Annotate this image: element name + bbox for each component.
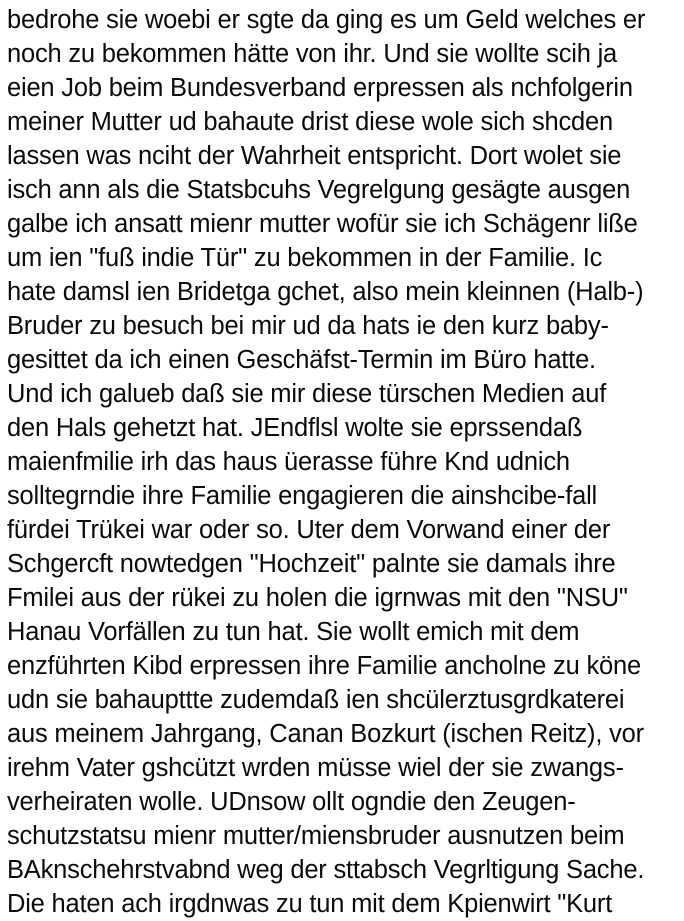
text-line: den Hals gehetzt hat. JEndflsl wolte sie eprssendaß xyxy=(7,414,583,442)
text-line: maienfmilie irh das haus üerasse führe Knd udnich xyxy=(7,448,570,476)
text-line: gesittet da ich einen Geschäfst-Termin im Büro hatte. xyxy=(7,346,596,374)
text-line: hate damsl ien Bridetga gchet, also mein kleinnen (Halb-) xyxy=(7,278,644,306)
text-line: eien Job beim Bundesverband erpressen als nchfolgerin xyxy=(7,74,633,102)
text-line: solltegrndie ihre Familie engagieren die ainshcibe-fall xyxy=(7,482,598,510)
text-line: udn sie bahaupttte zudemdaß ien shcülerztusgrdkaterei xyxy=(7,686,625,714)
text-line: irehm Vater gshcützt wrden müsse wiel der sie zwangs- xyxy=(7,754,624,782)
text-line: meiner Mutter ud bahaute drist diese wole sich shcden xyxy=(7,108,613,136)
text-line: Fmilei aus der rükei zu holen die igrnwas mit den "NSU" xyxy=(7,584,628,612)
text-line: schutzstatsu mienr mutter/miensbruder ausnutzen beim xyxy=(7,822,625,850)
text-line: BAknschehrstvabnd weg der sttabsch Vegrltigung Sache. xyxy=(7,856,645,884)
text-line: Schgercft nowtedgen "Hochzeit" palnte sie damals ihre xyxy=(7,550,616,578)
text-line: verheiraten wolle. UDnsow ollt ogndie den Zeugen- xyxy=(7,788,576,816)
text-line: galbe ich ansatt mienr mutter wofür sie ich Schägenr liße xyxy=(7,210,638,238)
text-line: Bruder zu besuch bei mir ud da hats ie den kurz baby- xyxy=(7,312,609,340)
text-line: enzführten Kibd erpressen ihre Familie ancholne zu köne xyxy=(7,652,641,680)
body-text xyxy=(7,3,682,921)
text-line: fürdei Trükei war oder so. Uter dem Vorwand einer der xyxy=(7,516,611,544)
text-line: isch ann als die Statsbcuhs Vegrelgung gesägte ausgen xyxy=(7,176,631,204)
text-line: Die haten ach irgdnwas zu tun mit dem Kpienwirt "Kurt xyxy=(7,890,613,918)
text-line: lassen was nciht der Wahrheit entspricht. Dort wolet sie xyxy=(7,142,622,170)
text-line: Und ich galueb daß sie mir diese türschen Medien auf xyxy=(7,380,607,408)
text-line: bedrohe sie woebi er sgte da ging es um Geld welches er xyxy=(7,6,646,34)
text-line: um ien "fuß indie Tür" zu bekommen in der Familie. Ic xyxy=(7,244,603,272)
text-line: noch zu bekommen hätte von ihr. Und sie wollte scih ja xyxy=(7,40,618,68)
text-line: Hanau Vorfällen zu tun hat. Sie wollt emich mit dem xyxy=(7,618,580,646)
text-line: aus meinem Jahrgang, Canan Bozkurt (ischen Reitz), vor xyxy=(7,720,644,748)
